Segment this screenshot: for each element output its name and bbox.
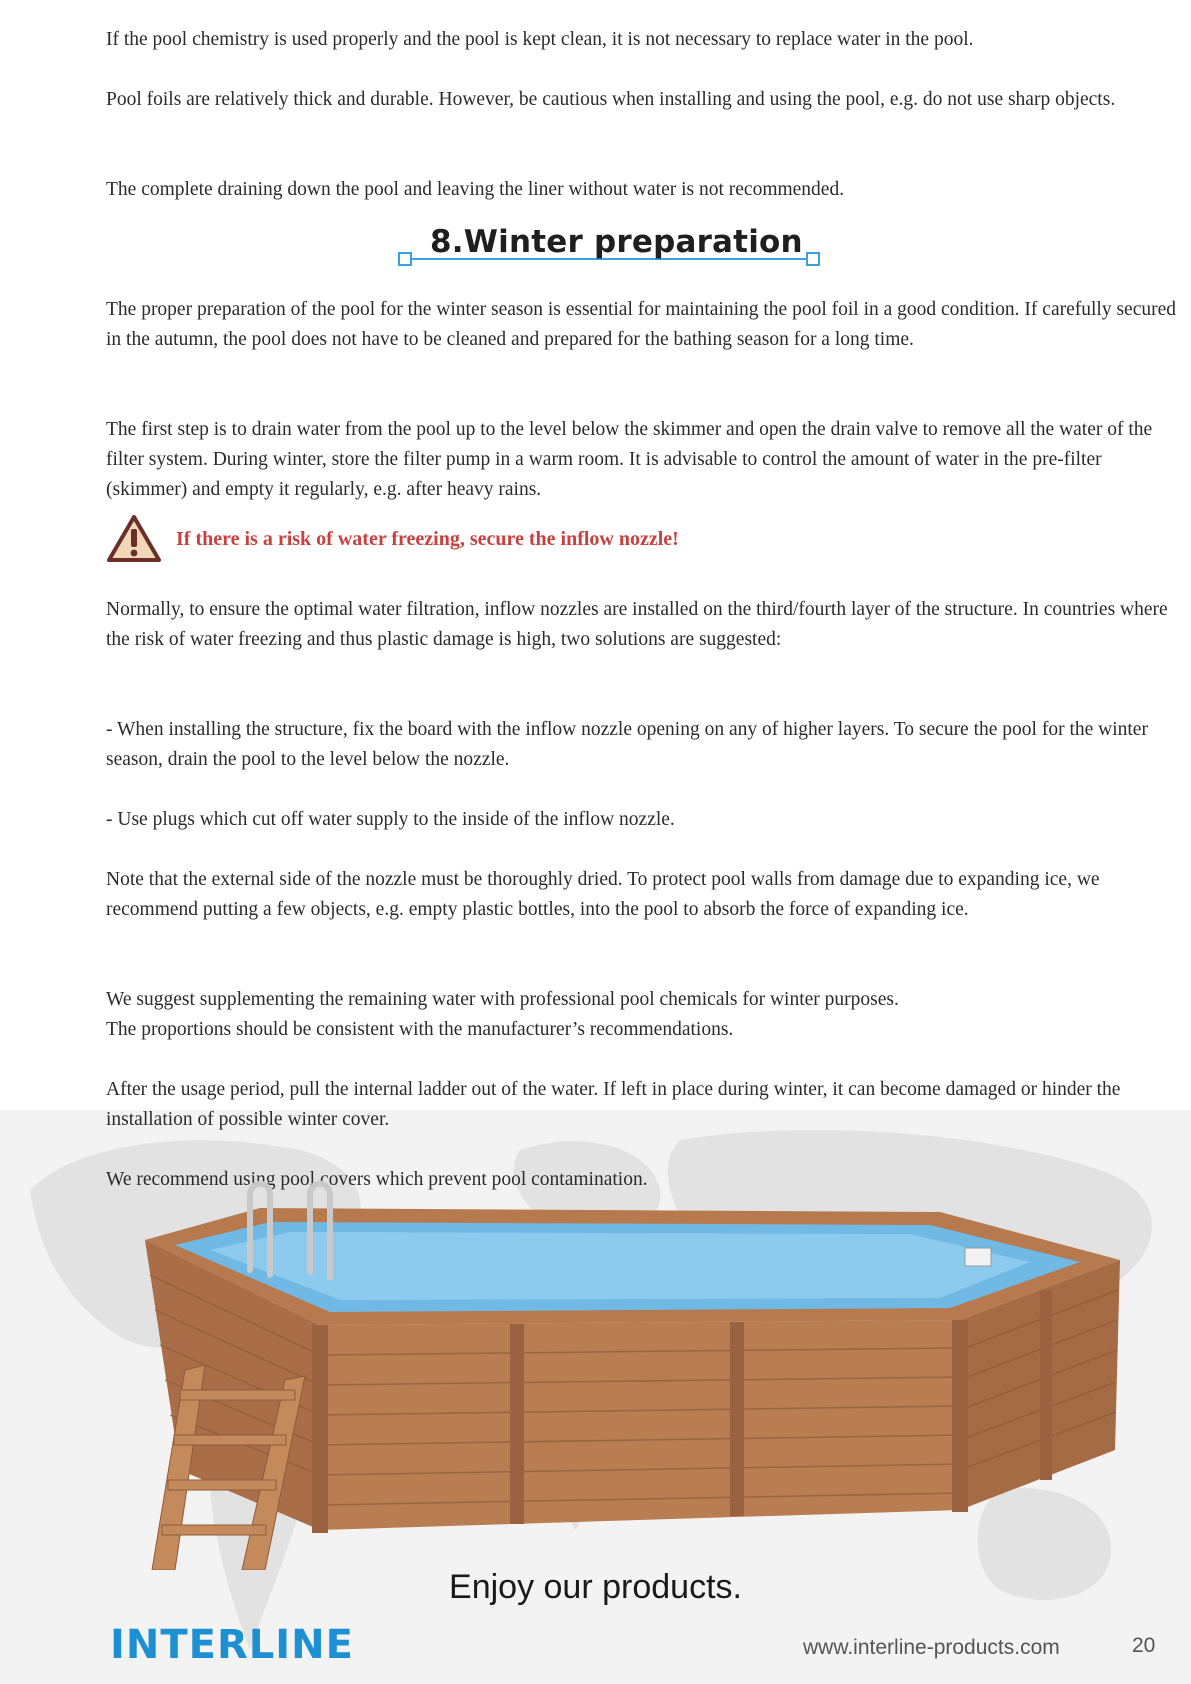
intro-paragraph-1: If the pool chemistry is used properly and the pool is kept clean, it is not necessary to replace water in the pool. [106,29,974,50]
section-paragraph-8: After the usage period, pull the internal ladder out of the water. If left in place during winter, it can become damaged or hinder the installation of possible winter cover. [106,1079,1121,1130]
warning-callout [106,514,679,564]
interline-logo: INTERLINE [110,1622,354,1668]
footer-tagline: Enjoy our products. [449,1568,742,1606]
warning-triangle-icon [106,514,162,564]
warning-text: If there is a risk of water freezing, secure the inflow nozzle! [176,527,679,550]
selection-handle-right[interactable] [806,252,820,266]
section-heading-selection[interactable] [398,222,824,274]
section-paragraph-6: Note that the external side of the nozzle must be thoroughly dried. To protect pool walls from damage due to expanding ice, we recommend putting a few objects, e.g. empty plastic bottles, into the pool to absorb the force of expanding ice. [106,869,1100,920]
section-paragraph-7b: The proportions should be consistent with the manufacturer’s recommendations. [106,1019,734,1040]
section-paragraph-9: We recommend using pool covers which prevent pool contamination. [106,1169,648,1190]
section-paragraph-5: - Use plugs which cut off water supply to the inside of the inflow nozzle. [106,809,675,830]
section-paragraph-7a: We suggest supplementing the remaining water with professional pool chemicals for winter purposes. [106,989,899,1010]
section-paragraph-3: Normally, to ensure the optimal water filtration, inflow nozzles are installed on the third/fourth layer of the structure. In countries where the risk of water freezing and thus plastic damage is high, two solutions are suggested: [106,599,1168,650]
intro-paragraph-3: The complete draining down the pool and leaving the liner without water is not recommended. [106,179,845,200]
section-heading: 8.Winter preparation [430,224,803,260]
section-paragraph-4: - When installing the structure, fix the board with the inflow nozzle opening on any of higher layers. To secure the pool for the winter season, drain the pool to the level below the nozzle. [106,719,1148,770]
section-paragraph-1: The proper preparation of the pool for the winter season is essential for maintaining the pool foil in a good condition. If carefully secured in the autumn, the pool does not have to be cleaned and prepared for the bathing season for a long time. [106,299,1177,350]
section-paragraph-2: The first step is to drain water from the pool up to the level below the skimmer and open the drain valve to remove all the water of the filter system. During winter, store the filter pump in a warm room. It is advisable to control the amount of water in the pre-filter (skimmer) and empty it regularly, e.g. after heavy rains. [106,419,1153,500]
selection-handle-left[interactable] [398,252,412,266]
footer-website[interactable]: www.interline-products.com [803,1636,1060,1659]
page-number: 20 [1132,1634,1156,1657]
wooden-pool-image [90,1150,1130,1570]
intro-paragraph-2: Pool foils are relatively thick and durable. However, be cautious when installing and using the pool, e.g. do not use sharp objects. [106,89,1116,110]
